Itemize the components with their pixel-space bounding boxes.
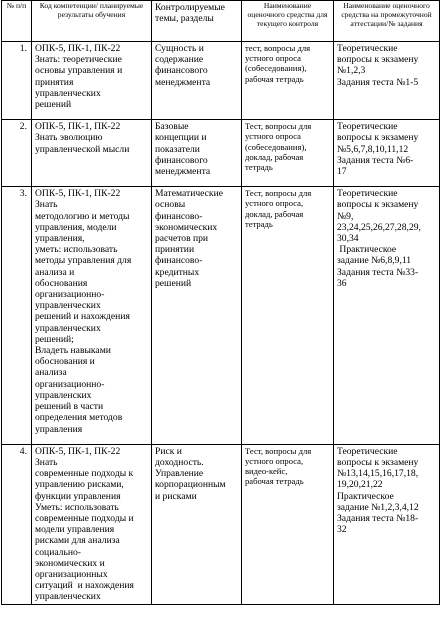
cell-line: Теоретические <box>337 188 398 200</box>
cell-line: обоснования и <box>35 356 95 368</box>
row-number: 1. <box>2 42 32 120</box>
row-number: 4. <box>2 444 32 604</box>
table-row <box>2 120 440 187</box>
cell-line: модели управления <box>35 524 115 536</box>
cell-line: Теоретические <box>337 121 398 133</box>
cell-line: Тест, вопросы для <box>245 445 312 456</box>
cell-line: задание №6,8,9,11 <box>337 255 412 267</box>
cell-line: Задания теста №18- <box>337 512 419 524</box>
cell-line: 30,34 <box>337 233 359 245</box>
cell-line: Практическое <box>337 490 394 502</box>
cell-line: управленческих <box>35 322 101 334</box>
cell-line: принятии <box>155 244 195 256</box>
cell-line: организационно- <box>35 289 105 301</box>
interim-cell <box>334 120 440 187</box>
cell-line: рабочая тетрадь <box>245 73 304 84</box>
cell-line: Знать эволюцию <box>35 132 103 144</box>
cell-line: Практическое <box>337 244 397 256</box>
cell-line: обоснования <box>35 277 88 289</box>
cell-line: управленческих <box>35 87 101 99</box>
interim-cell <box>334 444 440 604</box>
cell-line: менеджмента <box>155 76 211 88</box>
cell-line: устного опроса <box>245 131 301 142</box>
cell-line: Теоретические <box>337 445 398 457</box>
cell-line: современные подходы и <box>35 512 134 524</box>
cell-line: корпорационным <box>155 479 226 491</box>
cell-line: (собеседования), <box>245 141 307 152</box>
cell-line: основы <box>155 199 186 211</box>
cell-line: уметь: использовать <box>35 244 118 256</box>
cell-line: управленческих <box>35 300 101 312</box>
assessment-table <box>1 0 440 605</box>
cell-line: Уметь: использовать <box>35 501 119 513</box>
cell-line: менеджмента <box>155 166 211 178</box>
cell-line: Задания теста №33- <box>337 266 419 278</box>
cell-line: вопросы к экзамену <box>337 456 419 468</box>
header-current-control: Наименование оценочного средства для текущего контроля <box>242 1 334 42</box>
cell-line: определения методов <box>35 412 123 424</box>
cell-line: 17 <box>337 166 347 178</box>
cell-line: №13,14,15,16,17,18, <box>337 468 419 480</box>
cell-line: основы управления и <box>35 65 123 77</box>
row-number: 3. <box>2 187 32 444</box>
cell-line: управлению рисками, <box>35 479 124 491</box>
cell-line: кредитных <box>155 266 200 278</box>
cell-line: Риск и <box>155 445 182 457</box>
competence-cell <box>32 444 152 604</box>
cell-line: ОПК-5, ПК-1, ПК-22 <box>35 445 121 457</box>
cell-line: рисками для анализа <box>35 535 120 547</box>
cell-line: вопросы к экзамену <box>337 199 419 211</box>
header-num: № п/п <box>2 1 32 42</box>
cell-line: содержание <box>155 54 204 66</box>
topics-cell <box>152 444 242 604</box>
cell-line: социально- <box>35 546 81 558</box>
cell-line: 23,24,25,26,27,28,29, <box>337 221 421 233</box>
cell-line: видео-кейс, <box>245 466 288 477</box>
cell-line: Управление <box>155 468 204 480</box>
cell-line: решений в части <box>35 401 104 413</box>
cell-line: тест, вопросы для <box>245 43 311 53</box>
cell-line: устного опроса <box>245 53 301 64</box>
cell-line: №1,2,3 <box>337 65 366 77</box>
header-competence: Код компетенции/ планируемые результаты обучения <box>32 1 152 42</box>
cell-line: решений <box>35 99 72 111</box>
cell-line: решений; <box>35 333 74 345</box>
cell-line: анализа и <box>35 266 75 278</box>
cell-line: Знать <box>35 199 58 211</box>
cell-line: концепции и <box>155 132 207 144</box>
competence-cell <box>32 187 152 444</box>
cell-line: тетрадь <box>245 218 273 229</box>
cell-line: управления <box>35 423 83 435</box>
cell-line: Знать <box>35 456 58 468</box>
row-number: 2. <box>2 120 32 187</box>
cell-line: Владеть навыками <box>35 345 111 357</box>
cell-line: Сущность и <box>155 43 204 54</box>
topics-cell <box>152 120 242 187</box>
cell-line: финансового <box>155 65 208 77</box>
table-row <box>2 187 440 444</box>
topics-cell <box>152 42 242 120</box>
cell-line: экономических и <box>35 557 105 569</box>
cell-line: управленческой мысли <box>35 143 130 155</box>
cell-line: финансово- <box>155 210 203 222</box>
cell-line: Математические <box>155 188 223 200</box>
cell-line: 32 <box>337 524 347 536</box>
cell-line: устного опроса, <box>245 198 304 209</box>
interim-cell <box>334 187 440 444</box>
cell-line: методологию и методы <box>35 210 130 222</box>
cell-line: Теоретические <box>337 43 398 54</box>
cell-line: доклад, рабочая <box>245 151 304 162</box>
header-interim-attestation: Наименование оценочного средства на промежуточной аттестации/№ задания <box>334 1 440 42</box>
cell-line: вопросы к экзамену <box>337 54 419 66</box>
current-control-cell <box>242 187 334 444</box>
cell-line: функции управления <box>35 490 121 502</box>
cell-line: управленческих <box>35 591 101 603</box>
cell-line: ОПК-5, ПК-1, ПК-22 <box>35 188 121 200</box>
cell-line: тетрадь <box>245 162 273 173</box>
header-topics: Контролируемые темы, разделы <box>152 1 242 42</box>
cell-line: современные подходы к <box>35 468 134 480</box>
cell-line: Задания теста №6- <box>337 154 414 166</box>
table-header-row <box>2 1 440 42</box>
cell-line: №5,6,7,8,10,11,12 <box>337 143 409 155</box>
cell-line: устного опроса, <box>245 455 304 466</box>
cell-line: ОПК-5, ПК-1, ПК-22 <box>35 121 121 133</box>
cell-line: организационно- <box>35 378 105 390</box>
interim-cell <box>334 42 440 120</box>
current-control-cell <box>242 42 334 120</box>
cell-line: управления, модели <box>35 221 117 233</box>
table-row <box>2 444 440 604</box>
current-control-cell <box>242 120 334 187</box>
cell-line: Задания теста №1-5 <box>337 76 419 88</box>
cell-line: вопросы к экзамену <box>337 132 419 144</box>
topics-cell <box>152 187 242 444</box>
cell-line: рабочая тетрадь <box>245 476 304 487</box>
cell-line: принятия <box>35 76 74 88</box>
cell-line: задание №1,2,3,4,12 <box>337 501 419 513</box>
cell-line: 36 <box>337 277 347 289</box>
cell-line: (собеседования), <box>245 63 307 74</box>
cell-line: ОПК-5, ПК-1, ПК-22 <box>35 43 121 54</box>
cell-line: Тест, вопросы для <box>245 188 312 199</box>
cell-line: экономических <box>155 221 218 233</box>
cell-line: анализа <box>35 367 67 379</box>
cell-line: доходность. <box>155 456 204 468</box>
cell-line: организационных <box>35 568 108 580</box>
cell-line: финансового <box>155 154 208 166</box>
cell-line: решений <box>155 277 192 289</box>
cell-line: Тест, вопросы для <box>245 121 312 132</box>
cell-line: расчетов при <box>155 233 209 245</box>
cell-line: управленских <box>35 389 92 401</box>
cell-line: доклад, рабочая <box>245 208 304 219</box>
cell-line: методы управления для <box>35 255 132 267</box>
current-control-cell <box>242 444 334 604</box>
table-row <box>2 42 440 120</box>
cell-line: №9, <box>337 210 354 222</box>
cell-line: 19,20,21,22 <box>337 479 383 491</box>
cell-line: решений и нахождения <box>35 311 130 323</box>
cell-line: финансово- <box>155 255 203 267</box>
cell-line: и рисками <box>155 490 197 502</box>
cell-line: Базовые <box>155 121 189 133</box>
cell-line: Знать: теоретические <box>35 54 122 66</box>
cell-line: показатели <box>155 143 200 155</box>
competence-cell <box>32 120 152 187</box>
cell-line: управления, <box>35 233 85 245</box>
competence-cell <box>32 42 152 120</box>
cell-line: ситуаций и нахождения <box>35 580 134 592</box>
